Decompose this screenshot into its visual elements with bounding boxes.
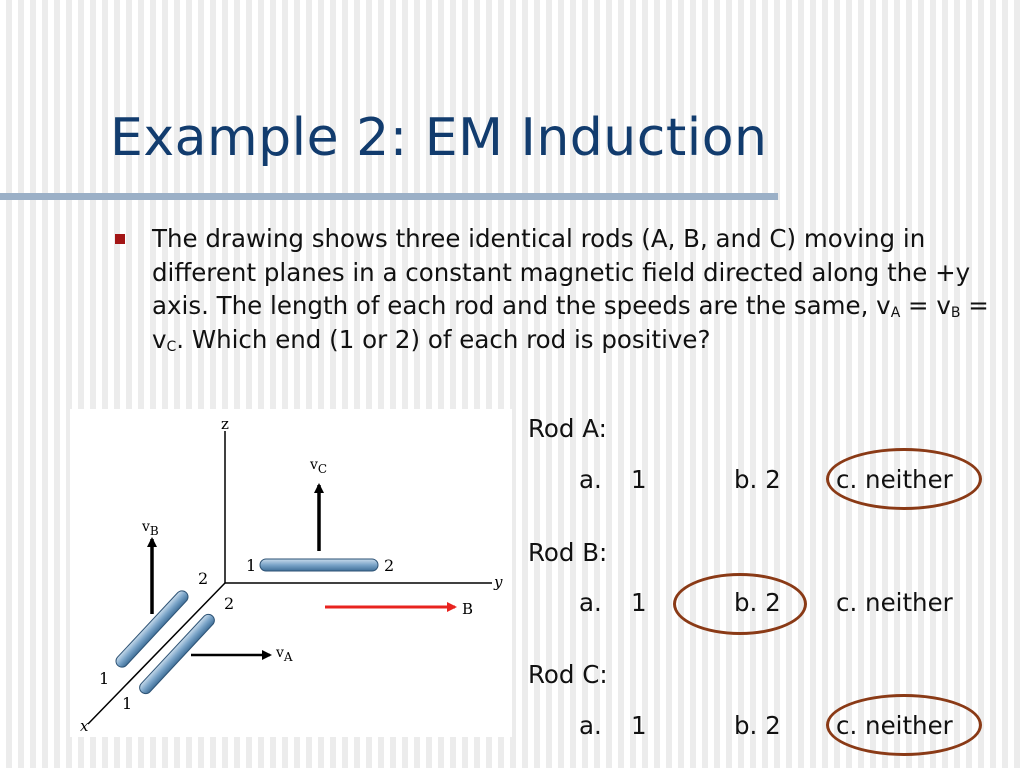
- rod-a-velocity-symbol: v: [276, 645, 284, 661]
- x-axis: [88, 583, 225, 724]
- rod-c-label: Rod C:: [528, 660, 608, 689]
- rod-a-answer-circle: [826, 448, 982, 510]
- rod-c-velocity-label: [309, 457, 327, 476]
- rod-b-velocity-subscript: B: [149, 524, 159, 538]
- slide-title: Example 2: EM Induction: [110, 108, 768, 168]
- question-text: [152, 222, 1002, 356]
- rod-c-option-a-letter[interactable]: a.: [579, 711, 602, 740]
- rod-diagram-svg: [70, 409, 512, 737]
- rod-b-end-1: 1: [99, 669, 110, 688]
- question-text-part1: The drawing shows three identical rods (A, B, and C) moving in different planes in a constant magnetic field directed along the +y axis. The length of each rod and the speeds are the same, v: [152, 224, 971, 320]
- rod-b-option-c[interactable]: c. neither: [836, 588, 953, 617]
- rod-c-option-b[interactable]: b. 2: [734, 711, 781, 740]
- rod-b-velocity-label: [141, 519, 159, 538]
- rod-a-option-b[interactable]: b. 2: [734, 465, 781, 494]
- subscript-b: B: [950, 305, 961, 321]
- rod-c-option-c[interactable]: c. neither: [836, 711, 953, 740]
- rod-a-velocity-subscript: A: [283, 650, 293, 664]
- rod-c-velocity-symbol: v: [310, 457, 318, 473]
- subscript-c: C: [166, 338, 177, 355]
- rod-a-option-a-value[interactable]: 1: [631, 465, 647, 494]
- rod-b-velocity-symbol: v: [142, 519, 150, 535]
- rod-a-end-2: 2: [224, 594, 235, 613]
- equals-1: = v: [900, 291, 951, 320]
- equals-2: = v: [152, 291, 989, 354]
- rod-c-end-2: 2: [384, 556, 395, 575]
- rod-a-velocity-label: [275, 645, 293, 664]
- rod-c: [260, 559, 378, 571]
- rod-c-velocity-subscript: C: [317, 462, 328, 476]
- rod-a-label: Rod A:: [528, 414, 607, 443]
- rod-b-option-a-value[interactable]: 1: [631, 588, 647, 617]
- field-label: B: [462, 600, 474, 618]
- rod-b-answer-circle: [673, 573, 807, 635]
- rod-b-label: Rod B:: [528, 538, 608, 567]
- rod-c-end-1: 1: [246, 556, 257, 575]
- rod-a-option-a-letter[interactable]: a.: [579, 465, 602, 494]
- rod-c-answer-circle: [826, 694, 982, 756]
- question-text-part2: . Which end (1 or 2) of each rod is positive?: [176, 324, 711, 354]
- title-divider: [0, 193, 778, 200]
- bullet-square-icon: [115, 234, 125, 244]
- rod-b-option-a-letter[interactable]: a.: [579, 588, 602, 617]
- subscript-a: A: [890, 305, 901, 321]
- rod-b-option-b[interactable]: b. 2: [734, 588, 781, 617]
- rod-c-option-a-value[interactable]: 1: [631, 711, 647, 740]
- rod-b-end-2: 2: [198, 569, 209, 588]
- y-axis-label: y: [494, 573, 503, 591]
- x-axis-label: x: [80, 717, 89, 735]
- rod-diagram: [70, 409, 512, 737]
- rod-a-option-c[interactable]: c. neither: [836, 465, 953, 494]
- z-axis-label: z: [221, 415, 229, 433]
- rod-a-end-1: 1: [122, 694, 133, 713]
